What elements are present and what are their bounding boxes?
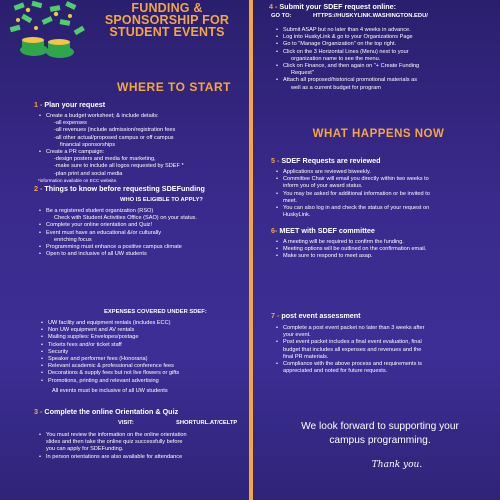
list-item: Check with Student Activities Office (SAO) on your status.	[54, 215, 197, 222]
visit-label: VISIT:	[118, 420, 134, 426]
step-6-title	[271, 226, 499, 235]
list-item: • Post event packet includes a final event evaluation, final	[275, 339, 499, 346]
list-item: slides and then take the online quiz successfully before	[46, 439, 183, 446]
list-item: -all other actual/proposed campus or off campus	[54, 134, 174, 141]
step-1-title	[34, 100, 105, 109]
list-item: -make sure to include all logos requested by SDEF *	[54, 163, 184, 170]
where-to-start-heading: WHERE TO START	[117, 80, 231, 94]
list-item: meet.	[283, 197, 297, 204]
list-item: organization name to see the menu.	[291, 55, 381, 62]
step-5-list	[275, 169, 499, 219]
step-4-number: 4 -	[269, 2, 278, 11]
title-line-1: FUNDING &	[131, 1, 203, 15]
list-item: • Meeting options will be outlined on the confirmation email.	[275, 246, 499, 253]
list-item: • In person orientations are also available for attendance	[38, 454, 248, 461]
list-item: you can apply for SDEFunding.	[46, 446, 124, 453]
list-item: • Event must have an educational &/or culturally	[38, 230, 248, 237]
list-item: • Tickets fees and/or ticket staff	[40, 342, 248, 349]
list-item: • Mailing supplies: Envelopes/postage	[40, 334, 248, 341]
list-item: • Make sure to respond to meet asap.	[275, 253, 499, 260]
step-2-title	[34, 184, 248, 193]
list-item: • UW facility and equipment rentals (includes ECC)	[40, 320, 248, 327]
closing-line-2: campus programming.	[329, 435, 431, 446]
list-item: • You may be asked for additional information or be invited to	[275, 191, 499, 198]
list-item: -all revenues (include admission/registration fees	[54, 127, 176, 134]
step-5-number: 5 -	[271, 156, 280, 165]
list-item: • Complete a post event packet no later than 3 weeks after	[275, 325, 499, 332]
list-item: final PR materials.	[283, 353, 329, 360]
step-4-list	[275, 27, 499, 92]
step-5-title	[271, 156, 499, 165]
eligible-heading: WHO IS ELIGIBLE TO APPLY?	[120, 197, 203, 203]
list-item: • Log into HuskyLink & go to your Organizations Page	[275, 34, 499, 41]
list-item: well as a current budget for program	[291, 84, 381, 91]
step-6-label: MEET with SDEF committee	[277, 226, 375, 235]
list-item: -plan print and social media	[54, 170, 123, 177]
thank-you-signature: Thank you.	[371, 460, 423, 470]
list-item: inform you of your award status.	[283, 183, 363, 190]
list-item: • Open to and inclusive of all UW students	[38, 251, 248, 258]
list-item: • Create a PR campaign:	[38, 149, 248, 156]
list-item: appreciated and noted for future requests.	[283, 368, 388, 375]
flyer-title	[92, 2, 242, 38]
list-item: • You must review the information on the online orientation	[38, 432, 248, 439]
right-column	[257, 0, 500, 500]
list-item: • Click on the 3 Horizontal Lines (Menu) next to your	[275, 49, 499, 56]
list-item: enriching focus	[54, 236, 92, 243]
left-column	[0, 0, 249, 500]
step-6-list	[275, 239, 499, 261]
list-item: • Decorations & supply fees but not live flowers or gifts	[40, 370, 248, 377]
column-divider	[249, 0, 253, 500]
list-item: your event.	[283, 332, 311, 339]
step-2-number: 2 -	[34, 184, 43, 193]
list-item: • Promotions, printing and relevant advertising	[40, 378, 248, 385]
money-illustration-icon	[4, 0, 92, 62]
step-3-number: 3 -	[34, 407, 43, 416]
step-4-title	[269, 2, 499, 11]
list-item: -all expenses	[54, 120, 87, 127]
step-7-number: 7 -	[271, 311, 280, 320]
goto-url-link[interactable]: HTTPS://HUSKYLINK.WASHINGTON.EDU/	[313, 13, 428, 19]
step-3-label: Complete the online Orientation & Quiz	[42, 407, 179, 416]
list-item: • Be a registered student organization (RSO)	[38, 208, 248, 215]
step-1-number: 1 -	[34, 100, 43, 109]
list-item: • Submit ASAP but no later than 4 weeks in advance.	[275, 27, 499, 34]
closing-line-1: We look forward to supporting your	[301, 421, 459, 432]
list-item: • A meeting will be required to confirm the funding.	[275, 239, 499, 246]
step-7-title	[271, 311, 499, 320]
step-3-title	[34, 407, 248, 416]
list-item: • You can also log in and check the status of your request on	[275, 205, 499, 212]
list-item: • Committee Chair will email you directly within two weeks to	[275, 176, 499, 183]
list-item: HuskyLink.	[283, 212, 311, 219]
step-6-number: 6-	[271, 226, 278, 235]
list-item: • Speaker and performer fees (Honoraria)	[40, 356, 248, 363]
step-2-label: Things to know before requesting SDEFunding	[42, 184, 205, 193]
list-item: • Complete your online orientation and Quiz!	[38, 222, 248, 229]
step-5-label: SDEF Requests are reviewed	[279, 156, 381, 165]
list-item: • Programming must enhance a positive campus climate	[38, 244, 248, 251]
step-3-list	[38, 432, 248, 461]
title-line-2: SPONSORSHIP FOR	[104, 13, 230, 27]
list-item: • Non UW equipment and AV rentals	[40, 327, 248, 334]
list-item: • Relevant academic & professional conference fees	[40, 363, 248, 370]
goto-label: GO TO:	[271, 13, 292, 19]
expenses-list	[40, 320, 248, 385]
step-1-list	[38, 113, 248, 178]
list-item: • Security	[40, 349, 248, 356]
list-item: • Click on Finance, and then again on "+ Create Funding	[275, 63, 499, 70]
what-happens-now-heading: WHAT HAPPENS NOW	[312, 128, 445, 140]
inclusive-note: All events must be inclusive of all UW students	[52, 388, 168, 394]
title-line-3: STUDENT EVENTS	[109, 25, 225, 39]
list-item: • Attach all proposed/historical promotional materials as	[275, 77, 499, 84]
list-item: • Applications are reviewed biweekly.	[275, 169, 499, 176]
list-item: Request"	[291, 70, 314, 77]
list-item: financial sponsorships	[60, 141, 116, 148]
list-item: budget that includes all expenses and revenues and the	[283, 346, 422, 353]
list-item: • Create a budget worksheet; & include details:	[38, 113, 248, 120]
step-7-list	[275, 325, 499, 375]
step-7-label: post event assessment	[279, 311, 361, 320]
list-item: • Go to "Manage Organization" on the top right.	[275, 41, 499, 48]
step-4-label: Submit your SDEF request online:	[277, 2, 396, 11]
visit-url-link[interactable]: SHORTURL.AT/CELTP	[176, 420, 238, 426]
expenses-heading: EXPENSES COVERED UNDER SDEF:	[104, 309, 207, 315]
list-item: • Compliance with the above process and requirements is	[275, 361, 499, 368]
list-item: -design posters and media for marketing,	[54, 156, 156, 163]
eligible-list	[38, 208, 248, 258]
step-1-footnote: *information available on ECC website.	[38, 178, 118, 183]
closing-message	[261, 420, 499, 448]
step-1-label: Plan your request	[42, 100, 106, 109]
